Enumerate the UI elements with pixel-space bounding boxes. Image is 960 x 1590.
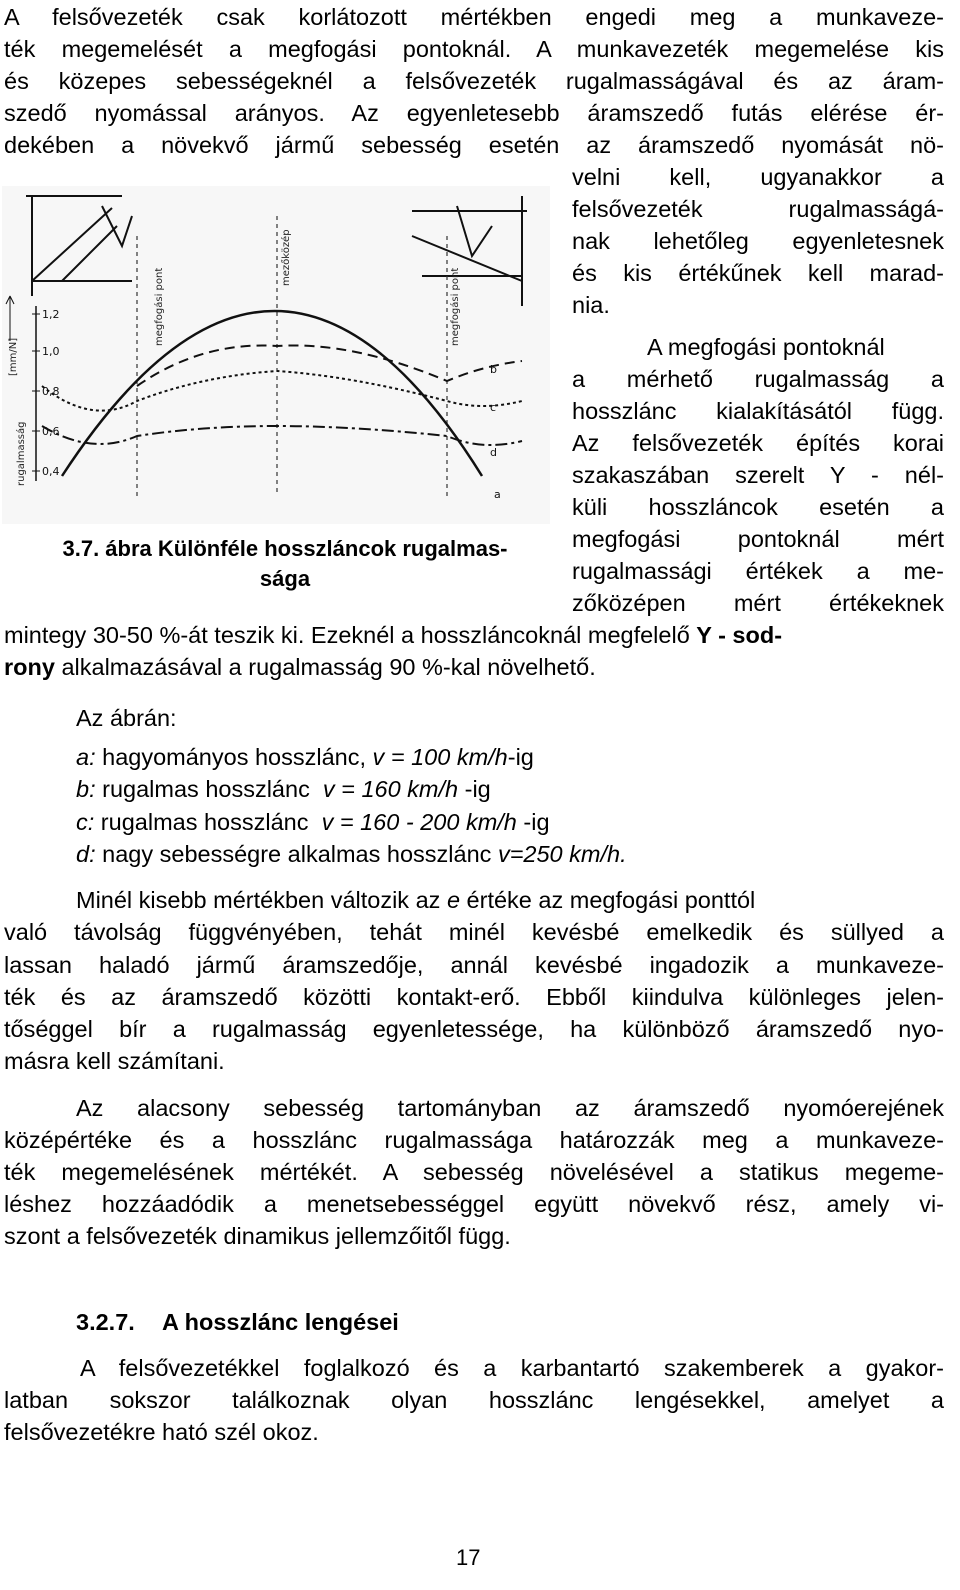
legend-key: c:	[76, 809, 95, 835]
figure-caption: 3.7. ábra Különféle hosszláncok rugalmas-	[62, 536, 508, 561]
right-support-label: megfogási pont	[450, 267, 461, 346]
text-line: megfogási pontoknál mért	[572, 526, 944, 552]
text-line: lassan haladó jármű áramszedője, annál kevésbé ingadozik a munkaveze-	[4, 952, 944, 978]
text-line: való távolság függvényében, tehát minél kevésbé emelkedik és süllyed a	[4, 919, 944, 945]
legend-speed: 250 km/h.	[523, 841, 627, 867]
left-support-label: megfogási pont	[154, 267, 165, 346]
y-tick-label: 0,4	[42, 465, 60, 478]
text-line: A felsővezeték csak korlátozott mértékben engedi meg a munkaveze-	[4, 4, 944, 30]
legend-post: -ig	[516, 809, 550, 835]
text-line: Az alacsony sebesség tartományban az áramszedő nyomóerejének	[76, 1095, 944, 1121]
text-line: zőközépen mért értékeknek	[572, 590, 944, 616]
text-line: velni kell, ugyanakkor a	[572, 164, 944, 190]
text-line: küli hosszláncok esetén a	[572, 494, 944, 520]
text-line: felsővezeték rugalmasságá-	[572, 196, 944, 222]
text-line: másra kell számítani.	[4, 1048, 225, 1074]
text-line: ték megemelését a megfogási pontoknál. A munkavezeték megemelése kis	[4, 36, 944, 62]
legend-text: nagy sebességre alkalmas hosszlánc	[95, 841, 498, 867]
legend-item	[76, 743, 534, 772]
text-line: A felsővezetékkel foglalkozó és a karbantartó szakemberek a gyakor-	[80, 1355, 944, 1381]
legend-v: v =	[321, 809, 361, 835]
legend-speed: 160 - 200 km/h	[360, 809, 517, 835]
text-line: felsővezetékre ható szél okoz.	[4, 1419, 319, 1445]
text-line: ték megemelésének mértékét. A sebesség növelésével a statikus megeme-	[4, 1159, 944, 1185]
midspan-label: mezőközép	[281, 229, 292, 286]
legend-key: d:	[76, 841, 96, 867]
text-span: Minél kisebb mértékben változik az	[76, 887, 447, 913]
text-line	[4, 653, 944, 682]
y-tick-label: 0,8	[42, 385, 60, 398]
text-span: értéke az megfogási ponttól	[460, 887, 756, 913]
text-line: szont a felsővezeték dinamikus jellemzőitől függ.	[4, 1223, 511, 1249]
text-line: ték és az áramszedő közötti kontakt-erő. Ebből kiindulva különleges jelen-	[4, 984, 944, 1010]
legend-intro: Az ábrán:	[76, 705, 177, 731]
text-line: és kis értékűnek kell marad-	[572, 260, 944, 286]
legend-speed: 100 km/h	[411, 744, 508, 770]
section-title: A hosszlánc lengései	[162, 1309, 399, 1335]
elasticity-diagram	[2, 186, 550, 524]
curve-label: a	[494, 488, 501, 501]
legend-item	[76, 775, 491, 804]
legend-post: -ig	[507, 744, 534, 770]
y-axis-name: rugalmasság	[16, 421, 27, 486]
legend-text: rugalmas hosszlánc	[94, 809, 322, 835]
text-line: a mérhető rugalmasság a	[572, 366, 944, 392]
text-line: középértéke és a hosszlánc rugalmassága határozzák meg a munkaveze-	[4, 1127, 944, 1153]
figure-caption: sága	[259, 566, 311, 591]
text-line	[76, 886, 944, 915]
variable-e: e	[446, 887, 461, 913]
text-line: latban sokszor találkoznak olyan hosszlánc lengésekkel, amelyet a	[4, 1387, 944, 1413]
y-tick-label: 1,2	[42, 308, 60, 321]
legend-speed: 160 km/h	[361, 776, 459, 802]
text-line: és közepes sebességeknél a felsővezeték rugalmasságával és az áram-	[4, 68, 944, 94]
page-number: 17	[456, 1545, 481, 1570]
text-line: A megfogási pontoknál	[647, 334, 885, 360]
bold-term: Y - sod-	[696, 622, 783, 648]
text-line: léshez hozzáadódik a menetsebességgel együtt növekvő rész, amely vi-	[4, 1191, 944, 1217]
curve-label: b	[490, 363, 497, 376]
legend-key: b:	[76, 776, 96, 802]
elasticity-figure	[2, 186, 550, 524]
curve-label: d	[490, 446, 497, 459]
text-line: Az felsővezeték építés korai	[572, 430, 944, 456]
text-span: alkalmazásával a rugalmasság 90 %-kal növelhető.	[54, 654, 596, 680]
legend-v: v =	[372, 744, 412, 770]
legend-item	[76, 808, 550, 837]
text-line: dekében a növekvő jármű sebesség esetén az áramszedő nyomását nö-	[4, 132, 944, 158]
section-number: 3.2.7.	[76, 1309, 135, 1335]
text-line: szedő nyomással arányos. Az egyenletesebb áramszedő futás elérése ér-	[4, 100, 944, 126]
legend-item	[76, 840, 627, 869]
legend-text: rugalmas hosszlánc	[95, 776, 323, 802]
text-line	[4, 621, 944, 650]
legend-text: hagyományos hosszlánc,	[95, 744, 373, 770]
y-axis-unit: [mm/N]	[8, 337, 19, 376]
text-line: nak lehetőleg egyenletesnek	[572, 228, 944, 254]
y-tick-label: 0,6	[42, 425, 60, 438]
text-line: szakaszában szerelt Y - nél-	[572, 462, 944, 488]
y-tick-label: 1,0	[42, 345, 60, 358]
text-line: nia.	[572, 292, 610, 318]
text-line: tőséggel bír a rugalmasság egyenletessége, ha különböző áramszedő nyo-	[4, 1016, 944, 1042]
text-line: rugalmassági értékek a me-	[572, 558, 944, 584]
figure-background	[2, 186, 550, 524]
text-span: mintegy 30-50 %-át teszik ki. Ezeknél a hosszláncoknál megfelelő	[4, 622, 697, 648]
legend-v: v=	[497, 841, 524, 867]
curve-label: c	[490, 401, 497, 414]
text-line: hosszlánc kialakításától függ.	[572, 398, 944, 424]
legend-v: v =	[322, 776, 362, 802]
legend-key: a:	[76, 744, 96, 770]
bold-term: rony	[4, 654, 55, 680]
legend-post: -ig	[458, 776, 491, 802]
